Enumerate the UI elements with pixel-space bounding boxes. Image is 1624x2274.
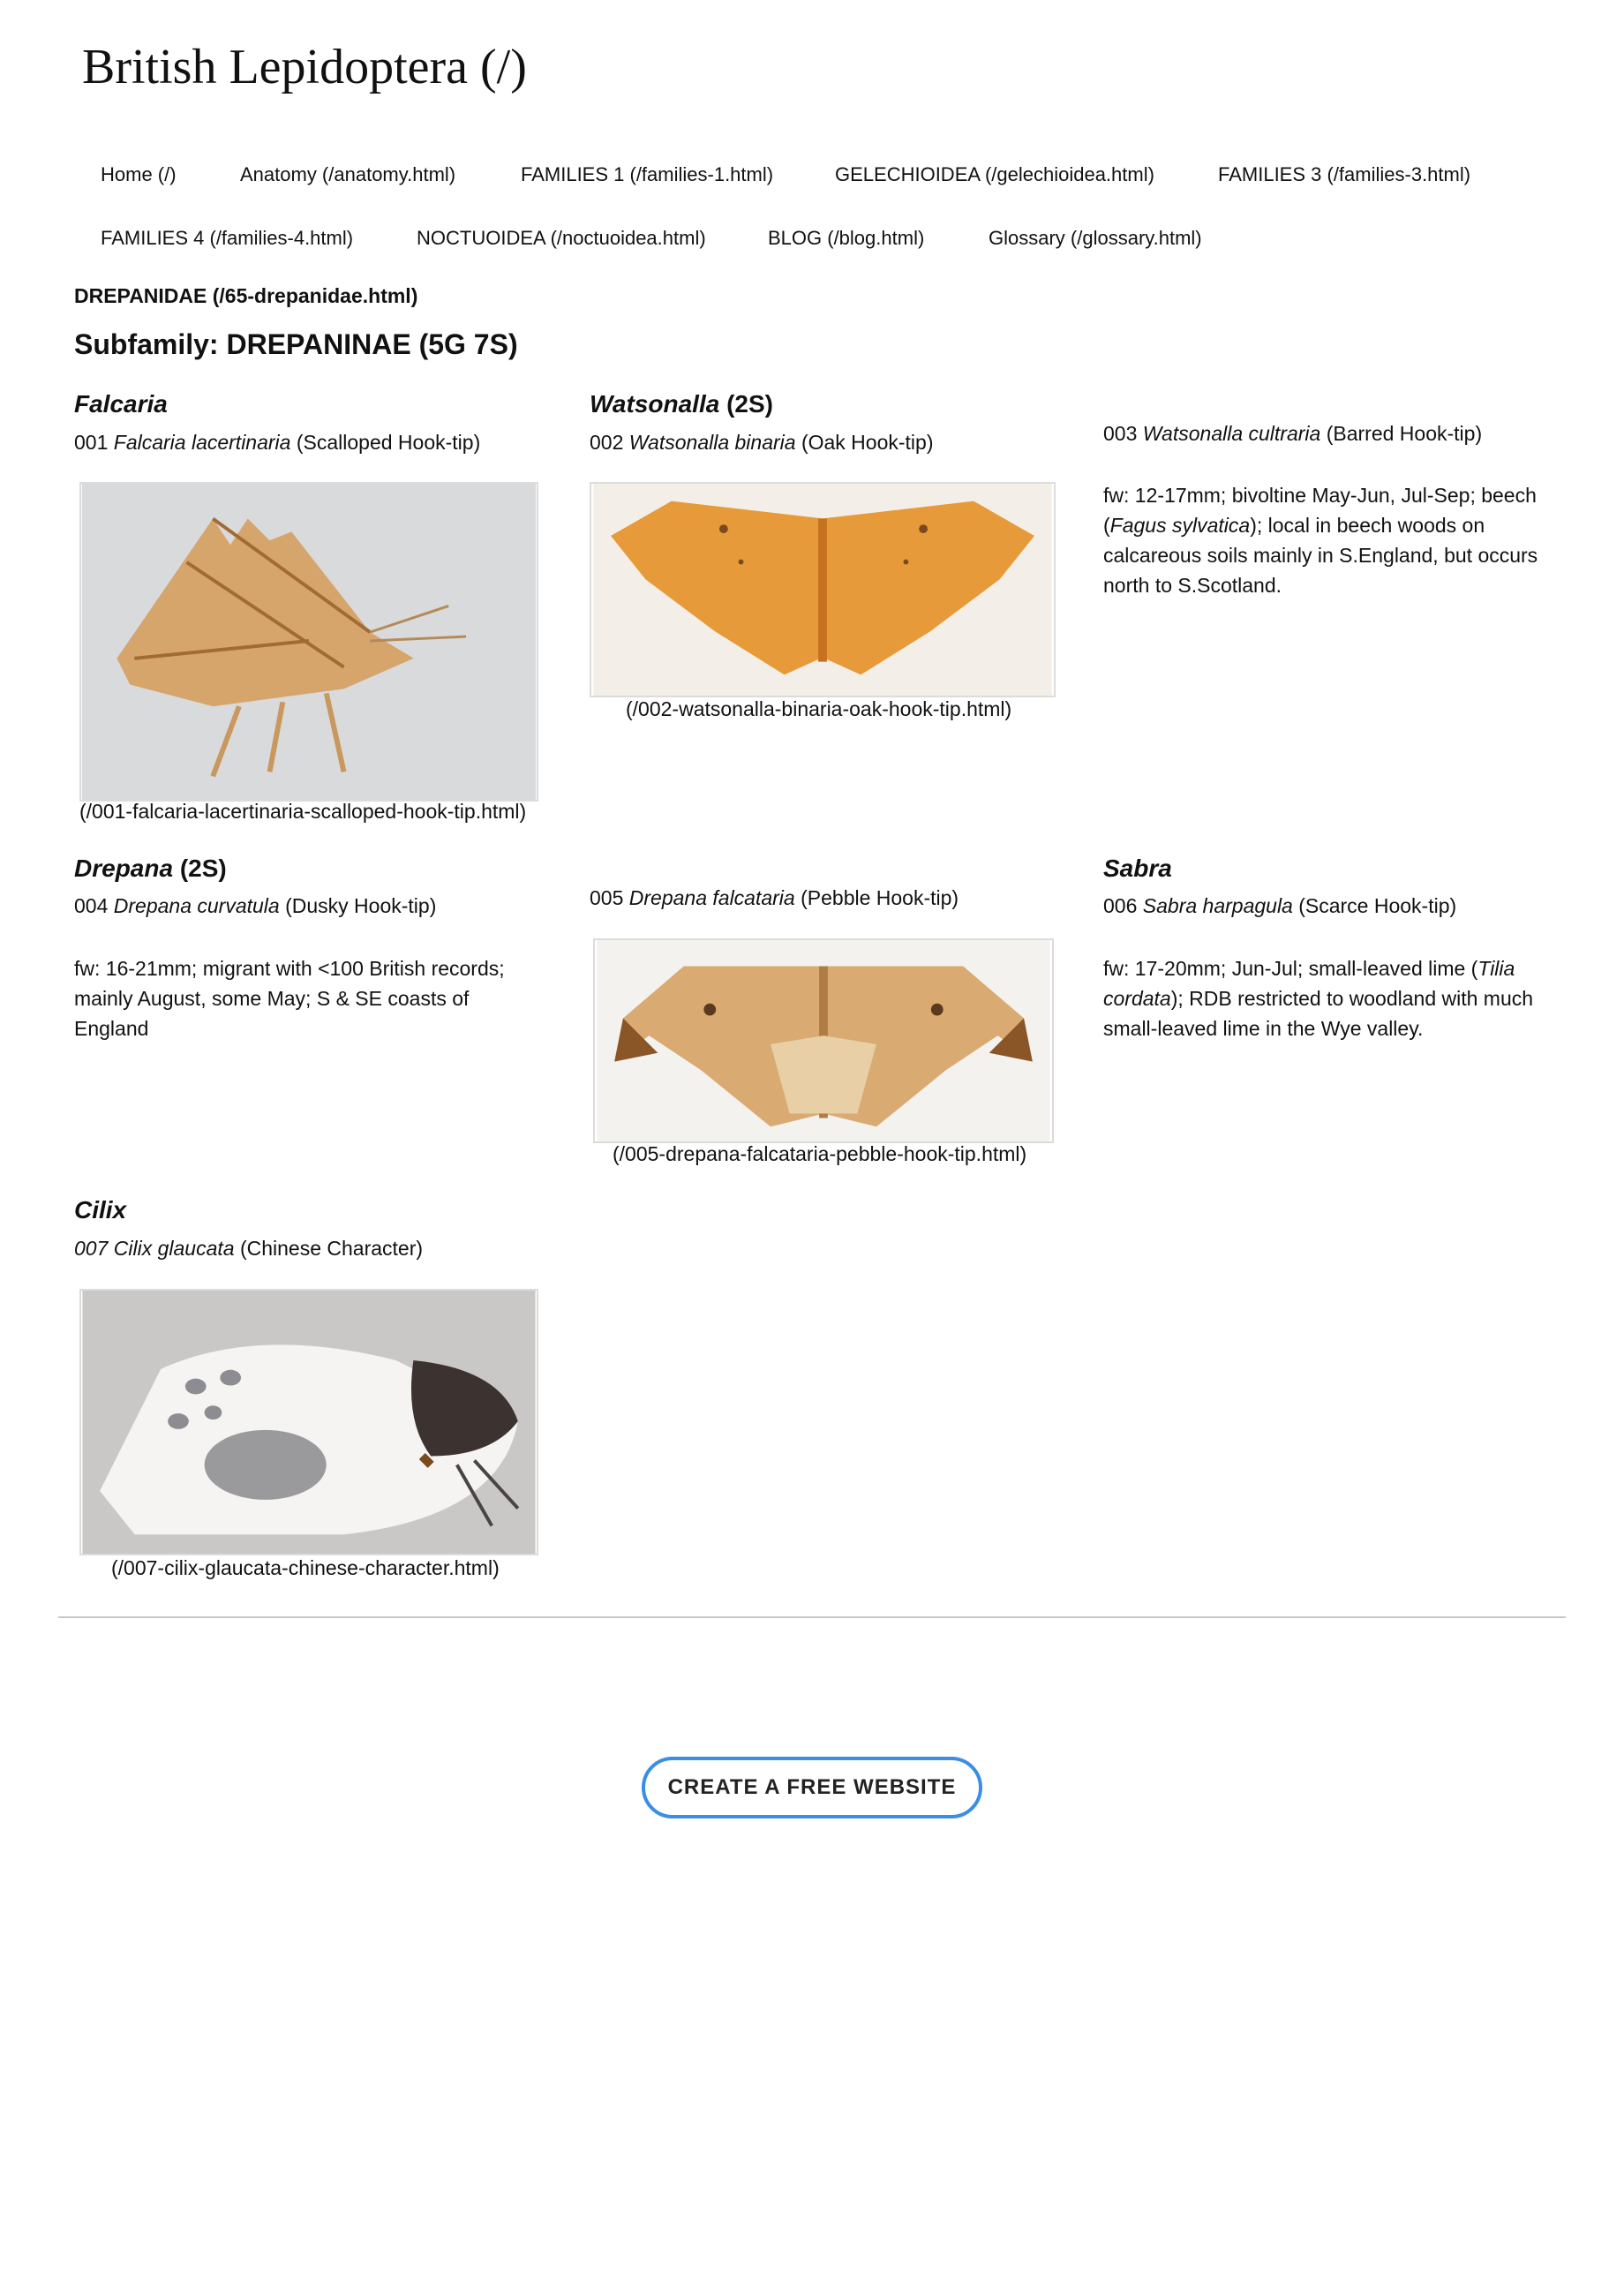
species-name: Drepana falcataria [628, 886, 795, 909]
nav-item-glossary[interactable]: Glossary (/glossary.html) [989, 227, 1202, 249]
nav-item-home[interactable]: Home (/) [101, 163, 177, 185]
photo-caption-link[interactable]: (/002-watsonalla-binaria-oak-hook-tip.html) [626, 697, 1012, 720]
desc-part: ); local in beech woods on calcareous soils mainly in S.England, but occurs north to S.Scotland. [1103, 514, 1538, 597]
species-description-006 [1103, 953, 1562, 1043]
nav-item-noctuoidea[interactable]: NOCTUOIDEA (/noctuoidea.html) [417, 227, 706, 249]
species-number: 003 [1103, 422, 1138, 445]
subfamily-heading: Subfamily: DREPANINAE (5G 7S) [74, 328, 518, 360]
nav-item-families-1[interactable]: FAMILIES 1 (/families-1.html) [521, 163, 774, 185]
species-name: Drepana curvatula [113, 894, 280, 917]
species-line-004 [74, 894, 436, 918]
moth-photo-falcaria[interactable] [79, 482, 538, 802]
common-name: (Oak Hook-tip) [801, 431, 934, 454]
common-name: (Barred Hook-tip) [1326, 422, 1483, 445]
common-name: (Pebble Hook-tip) [801, 886, 959, 909]
moth-image [81, 484, 537, 800]
common-name: (Dusky Hook-tip) [285, 894, 437, 917]
genus-name: Falcaria [74, 390, 168, 418]
genus-name: Sabra [1103, 855, 1172, 882]
genus-name: Cilix [74, 1196, 127, 1224]
site-title[interactable]: British Lepidoptera (/) [82, 40, 527, 94]
species-name: Watsonalla cultraria [1142, 422, 1321, 445]
species-line-006 [1103, 894, 1456, 918]
genus-count: (2S) [179, 855, 227, 882]
species-number: 004 [74, 894, 109, 917]
nav-item-gelechioidea[interactable]: GELECHIOIDEA (/gelechioidea.html) [835, 163, 1154, 185]
footer-divider [58, 1616, 1566, 1618]
photo-caption-link[interactable]: (/005-drepana-falcataria-pebble-hook-tip.html) [613, 1142, 1027, 1165]
genus-name: Drepana [74, 855, 174, 882]
genus-heading-watsonalla [590, 390, 773, 418]
genus-name: Watsonalla [590, 390, 720, 418]
moth-image [595, 940, 1052, 1141]
photo-caption-link[interactable]: (/007-cilix-glaucata-chinese-character.html) [111, 1556, 500, 1579]
foodplant-name: Fagus sylvatica [1109, 514, 1251, 537]
species-number: 005 [590, 886, 624, 909]
species-number: 001 [74, 431, 109, 454]
species-line-005 [590, 886, 959, 910]
genus-count: (2S) [726, 390, 773, 418]
photo-caption-link[interactable]: (/001-falcaria-lacertinaria-scalloped-hook-tip.html) [79, 800, 527, 823]
species-description-004: fw: 16-21mm; migrant with <100 British records; mainly August, some May; S & SE coasts of England [74, 957, 505, 1040]
create-website-button[interactable]: CREATE A FREE WEBSITE [642, 1757, 982, 1818]
species-line-007 [74, 1237, 423, 1261]
family-link[interactable]: DREPANIDAE (/65-drepanidae.html) [74, 284, 418, 307]
genus-heading-sabra [1103, 855, 1172, 883]
species-name: Sabra harpagula [1142, 894, 1293, 917]
moth-photo-drepana-falcataria[interactable] [593, 938, 1054, 1143]
species-name: Watsonalla binaria [628, 431, 796, 454]
genus-heading-drepana [74, 855, 227, 883]
foodplant-name: Tilia cordata [1103, 957, 1515, 1010]
common-name: (Scalloped Hook-tip) [296, 431, 481, 454]
desc-part: ); RDB restricted to woodland with much small-leaved lime in the Wye valley. [1103, 987, 1534, 1040]
species-name: 007 Cilix glaucata [74, 1237, 235, 1260]
moth-image [591, 484, 1054, 696]
species-number: 002 [590, 431, 624, 454]
desc-part: fw: 12-17mm; bivoltine May-Jun, Jul-Sep; beech ( [1103, 484, 1537, 537]
species-line-001 [74, 431, 480, 455]
moth-photo-watsonalla-binaria[interactable] [590, 482, 1056, 697]
common-name: (Chinese Character) [239, 1237, 424, 1260]
common-name: (Scarce Hook-tip) [1298, 894, 1457, 917]
nav-item-families-3[interactable]: FAMILIES 3 (/families-3.html) [1218, 163, 1471, 185]
species-description-003 [1103, 480, 1562, 600]
species-number: 006 [1103, 894, 1138, 917]
species-line-002 [590, 431, 934, 455]
species-line-003 [1103, 422, 1482, 446]
moth-photo-cilix[interactable] [79, 1289, 538, 1555]
moth-image [81, 1291, 537, 1554]
genus-heading-cilix [74, 1196, 126, 1224]
genus-heading-falcaria [74, 390, 168, 418]
nav-item-blog[interactable]: BLOG (/blog.html) [768, 227, 925, 249]
nav-item-families-4[interactable]: FAMILIES 4 (/families-4.html) [101, 227, 354, 249]
nav-item-anatomy[interactable]: Anatomy (/anatomy.html) [240, 163, 456, 185]
species-name: Falcaria lacertinaria [113, 431, 291, 454]
desc-part: fw: 17-20mm; Jun-Jul; small-leaved lime ( [1103, 957, 1478, 980]
